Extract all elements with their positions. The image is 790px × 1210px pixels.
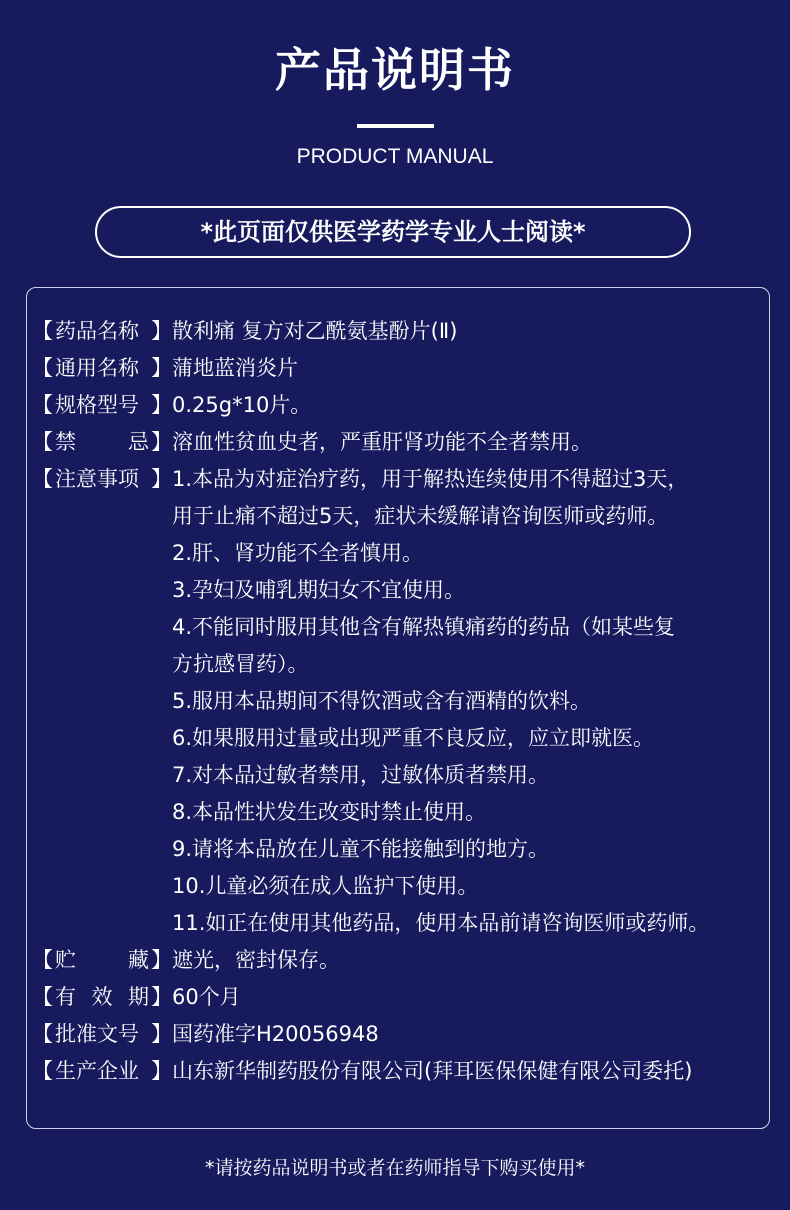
field-value: 蒲地蓝消炎片: [172, 356, 298, 380]
list-item: 7.对本品过敏者禁用，过敏体质者禁用。: [172, 763, 550, 787]
field-label: 【 规格型号 】: [32, 393, 172, 417]
field-precautions: [32, 461, 770, 942]
field-value: 散利痛 复方对乙酰氨基酚片(Ⅱ): [172, 319, 458, 343]
list-item: 1.本品为对症治疗药，用于解热连续使用不得超过3天，: [172, 467, 689, 491]
drug-info-list: [32, 313, 770, 1090]
field-value: 60个月: [172, 985, 241, 1009]
list-item: 6.如果服用过量或出现严重不良反应，应立即就医。: [172, 726, 655, 750]
field-storage: [32, 942, 770, 979]
field-label: 【 有 效 期 】: [32, 985, 172, 1009]
field-value: 溶血性贫血史者，严重肝肾功能不全者禁用。: [172, 430, 592, 454]
field-approval-number: [32, 1016, 770, 1053]
list-item: 8.本品性状发生改变时禁止使用。: [172, 800, 487, 824]
field-shelf-life: [32, 979, 770, 1016]
list-item: 3.孕妇及哺乳期妇女不宜使用。: [172, 578, 466, 602]
list-item: 9.请将本品放在儿童不能接触到的地方。: [172, 837, 550, 861]
list-item: 4.不能同时服用其他含有解热镇痛药的药品（如某些复: [172, 615, 676, 639]
field-value: 0.25g*10片。: [172, 393, 312, 417]
field-label: 【 批准文号 】: [32, 1022, 172, 1046]
page-subtitle: PRODUCT MANUAL: [296, 145, 494, 168]
field-label: 【 生产企业 】: [32, 1059, 172, 1083]
field-value: 山东新华制药股份有限公司(拜耳医保保健有限公司委托): [172, 1059, 693, 1083]
purchase-notice: *请按药品说明书或者在药师指导下购买使用*: [204, 1157, 585, 1179]
title-underline: [357, 124, 434, 128]
field-label: 【 禁 忌 】: [32, 430, 172, 454]
field-contraindications: [32, 424, 770, 461]
precautions-list: [172, 461, 770, 942]
list-item: 10.儿童必须在成人监护下使用。: [172, 874, 479, 898]
field-drug-name: [32, 313, 770, 350]
field-value: 国药准字H20056948: [172, 1022, 379, 1046]
list-item: 11.如正在使用其他药品，使用本品前请咨询医师或药师。: [172, 911, 710, 935]
field-label: 【 药品名称 】: [32, 319, 172, 343]
list-item: 5.服用本品期间不得饮酒或含有酒精的饮料。: [172, 689, 592, 713]
field-label: 【 通用名称 】: [32, 356, 172, 380]
list-item: 2.肝、肾功能不全者慎用。: [172, 541, 424, 565]
field-label: 【 注意事项 】: [32, 467, 172, 491]
field-specification: [32, 387, 770, 424]
list-item: 用于止痛不超过5天，症状未缓解请咨询医师或药师。: [172, 504, 669, 528]
professional-notice: *此页面仅供医学药学专业人士阅读*: [95, 206, 691, 258]
field-generic-name: [32, 350, 770, 387]
field-label: 【 贮 藏 】: [32, 948, 172, 972]
field-manufacturer: [32, 1053, 770, 1090]
list-item: 方抗感冒药）。: [172, 652, 309, 676]
field-value: 遮光，密封保存。: [172, 948, 340, 972]
page-title: 产品说明书: [275, 43, 515, 97]
